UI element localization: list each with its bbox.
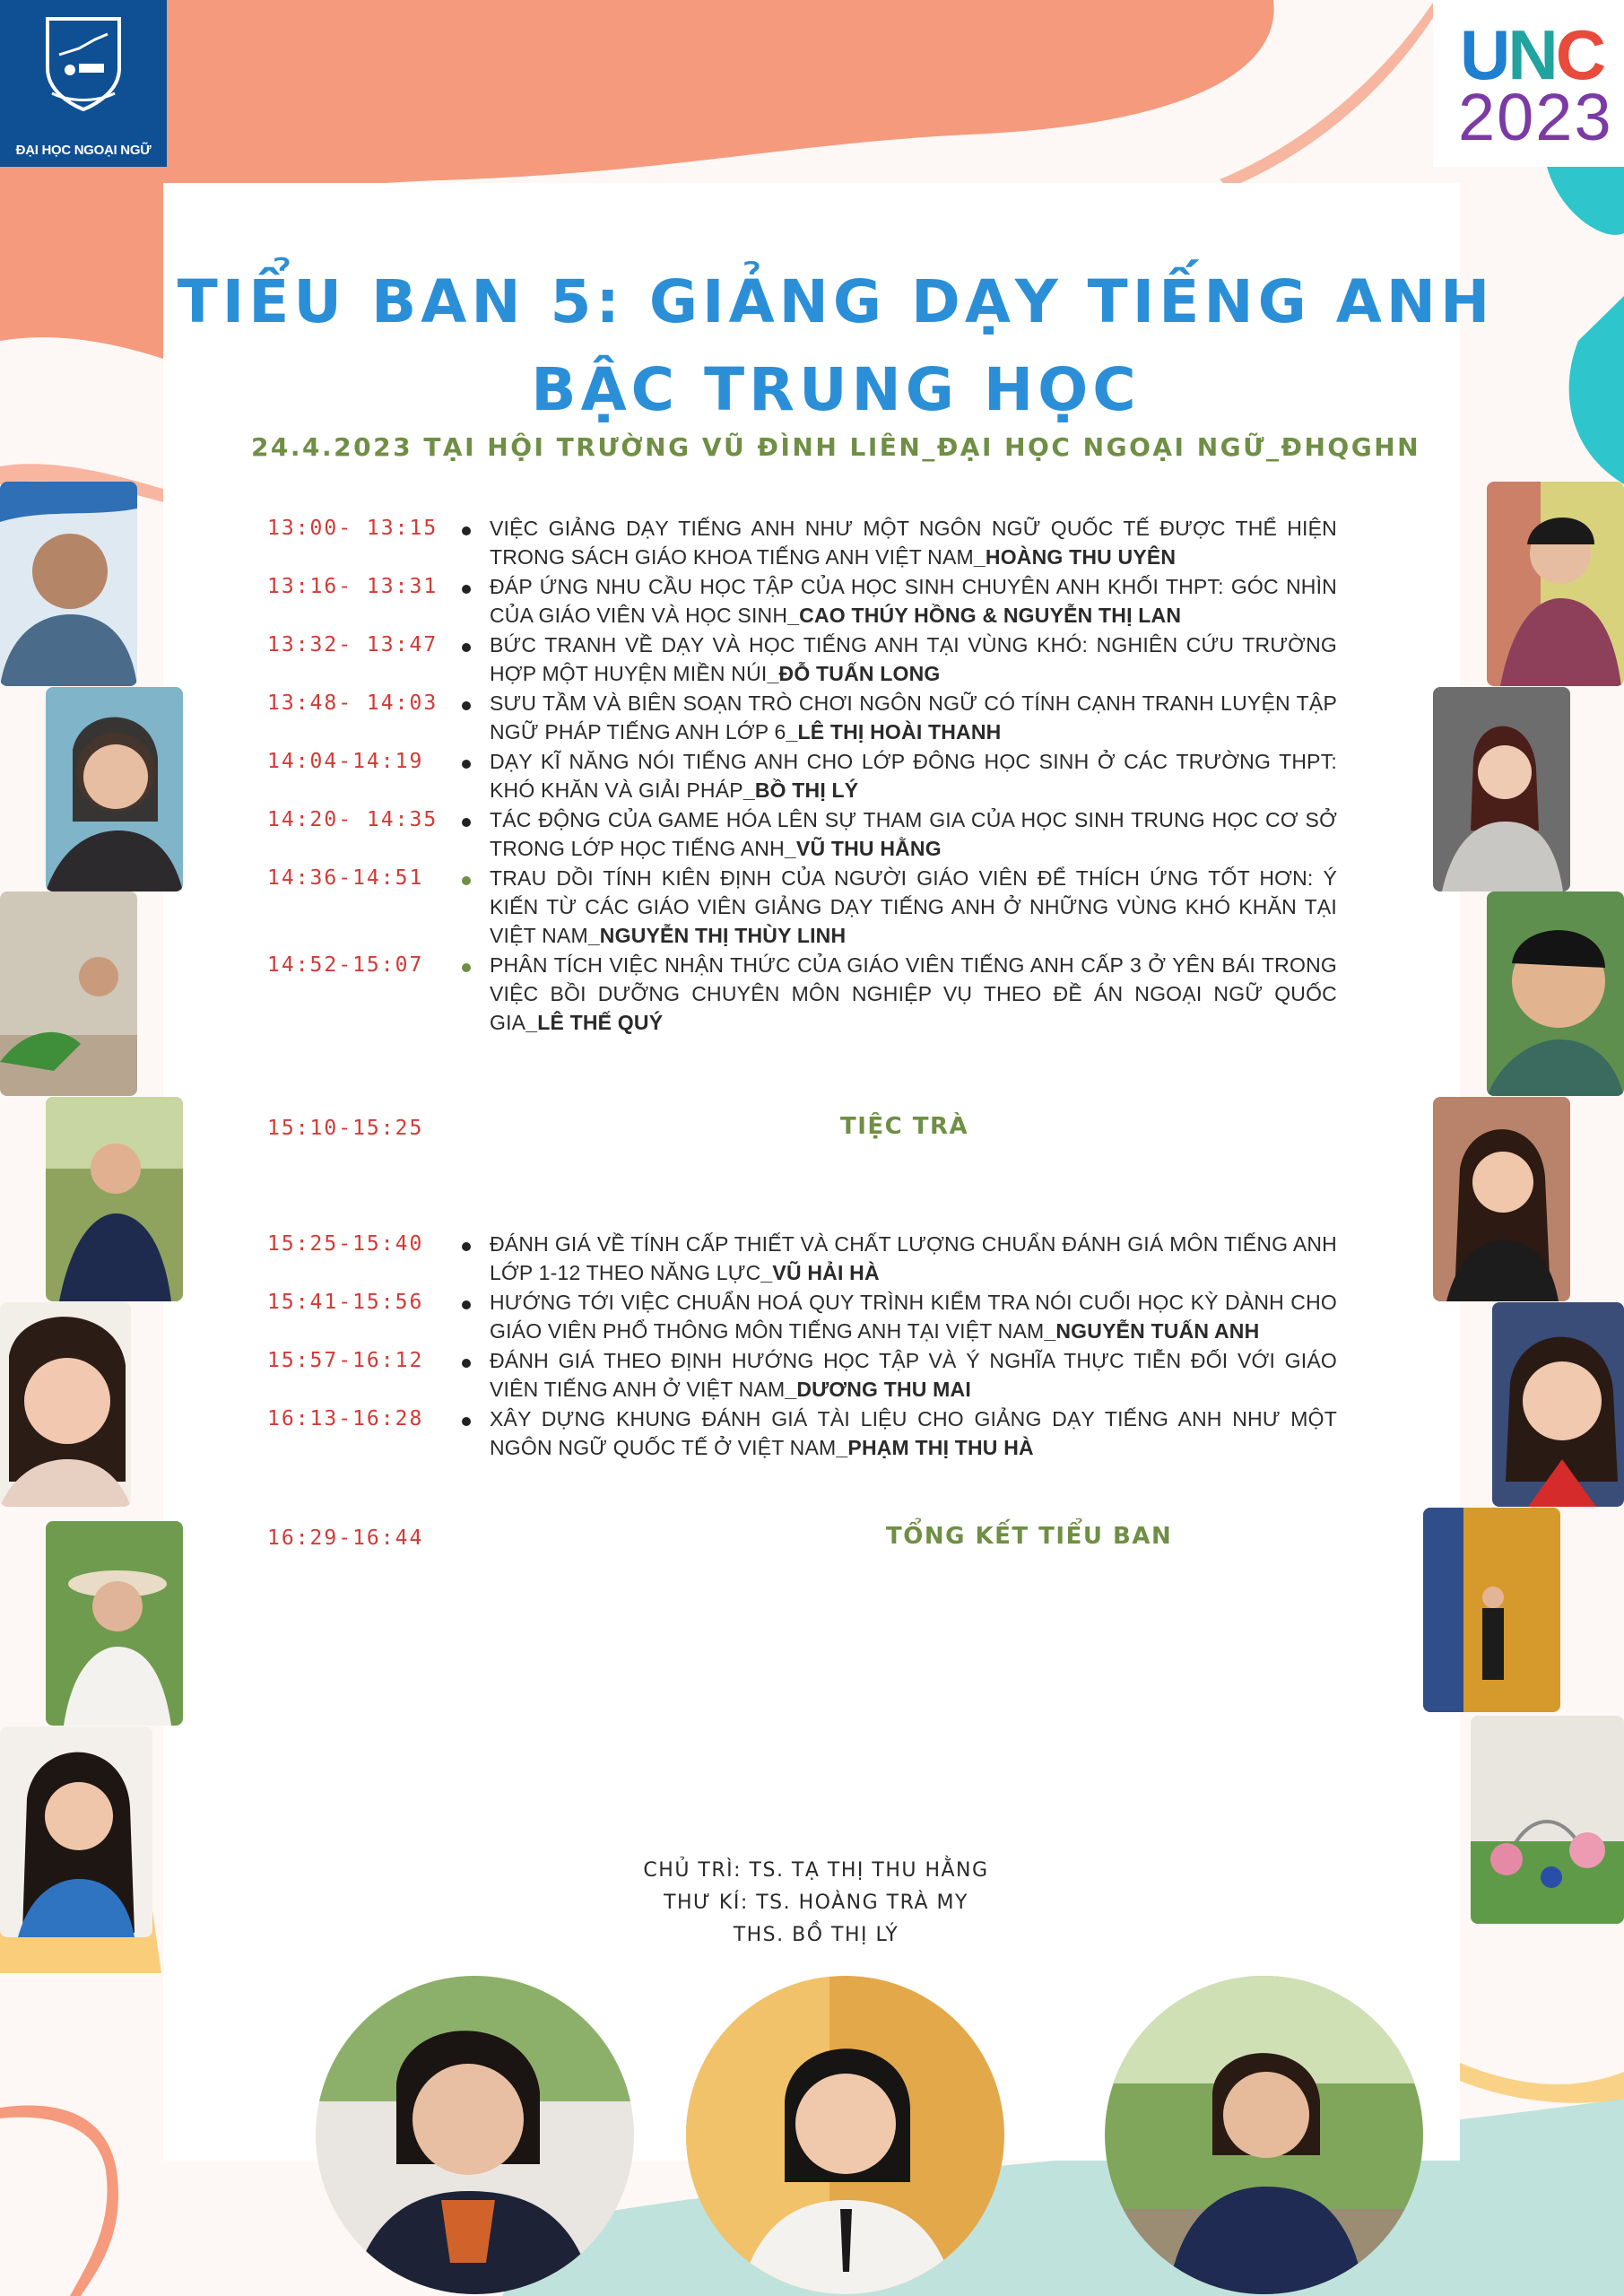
talk-title: VIỆC GIẢNG DẠY TIẾNG ANH NHƯ MỘT NGÔN NGỮ QUỐC TẾ ĐƯỢC THỂ HIỆN TRONG SÁCH GIÁO KHOA TIẾNG ANH VIỆT NAM_HOÀNG THU UYÊN	[490, 517, 1337, 569]
talk-author: _HOÀNG THU UYÊN	[973, 545, 1177, 569]
session-time: 13:00- 13:15	[267, 517, 439, 540]
talk-author: _VŨ HẢI HÀ	[760, 1261, 880, 1284]
bullet-icon	[462, 876, 471, 885]
ulis-logo	[0, 0, 167, 167]
bullet-icon	[462, 1242, 471, 1251]
session-time: 13:48- 14:03	[267, 691, 439, 715]
ulis-brand-text: ĐẠI HỌC NGOẠI NGỮ	[15, 143, 152, 158]
title-line-1: TIỂU BAN 5: GIẢNG DẠY TIẾNG ANH	[177, 267, 1495, 336]
talk-title: XÂY DỰNG KHUNG ĐÁNH GIÁ TÀI LIỆU CHO GIẢNG DẠY TIẾNG ANH NHƯ MỘT NGÔN NGỮ QUỐC TẾ Ở VIỆT NAM_PHẠM THỊ THU HÀ	[490, 1407, 1337, 1459]
shield-icon	[43, 14, 124, 113]
speaker-photo	[1423, 1508, 1560, 1712]
talk-title: BỨC TRANH VỀ DẠY VÀ HỌC TIẾNG ANH TẠI VÙNG KHÓ: NGHIÊN CỨU TRƯỜNG HỢP MỘT HUYỆN MIỀN NÚI_ĐỖ TUẤN LONG	[490, 633, 1337, 685]
chair-line: CHỦ TRÌ: TS. TẠ THỊ THU HẰNG	[643, 1859, 989, 1882]
bullet-icon	[462, 963, 471, 972]
session-time: 16:13-16:28	[267, 1407, 424, 1431]
session-time: 15:41-15:56	[267, 1291, 424, 1314]
talk-author: _LÊ THẾ QUÝ	[525, 1011, 664, 1034]
talk-author: _NGUYỄN TUẤN ANH	[1044, 1319, 1260, 1343]
session-time: 15:57-16:12	[267, 1349, 424, 1372]
unc-letter-n: N	[1507, 15, 1556, 94]
talk-author: _DƯƠNG THU MAI	[785, 1378, 971, 1401]
secretary-line-2: THS. BỒ THỊ LÝ	[733, 1924, 899, 1946]
speaker-photo	[1433, 687, 1570, 891]
speaker-photo	[0, 891, 137, 1096]
talk-title: DẠY KĨ NĂNG NÓI TIẾNG ANH CHO LỚP ĐÔNG HỌC SINH Ở CÁC TRƯỜNG THPT: KHÓ KHĂN VÀ GIẢI PHÁP_BỒ THỊ LÝ	[490, 750, 1337, 802]
speaker-photo	[46, 687, 183, 891]
bullet-icon	[462, 701, 471, 710]
talk-author: _BỒ THỊ LÝ	[743, 778, 859, 802]
talk-author: _NGUYỄN THỊ THÙY LINH	[587, 924, 847, 947]
session-chairs	[538, 1855, 1094, 1952]
bullet-icon	[462, 760, 471, 769]
speaker-photo	[1492, 1302, 1624, 1507]
session-time: 15:25-15:40	[267, 1232, 424, 1256]
closing-label: TỔNG KẾT TIỂU BAN	[886, 1523, 1173, 1550]
speaker-photo	[0, 1302, 131, 1507]
session-time: 16:29-16:44	[267, 1526, 424, 1550]
bullet-icon	[462, 526, 471, 535]
secretary-line: THƯ KÍ: TS. HOÀNG TRÀ MY	[664, 1892, 968, 1914]
unc-logo-year: 2023	[1458, 80, 1613, 154]
speaker-photo	[0, 482, 137, 686]
talk-author: _ĐỖ TUẤN LONG	[767, 662, 941, 685]
unc-letter-c: C	[1555, 15, 1604, 94]
chair-photo	[1105, 1976, 1423, 2294]
speaker-photo	[1487, 482, 1624, 686]
talk-author: _VŨ THU HẰNG	[784, 837, 942, 860]
speaker-photo	[46, 1521, 183, 1726]
talk-author: _CAO THÚY HỒNG & NGUYỄN THỊ LAN	[787, 604, 1182, 627]
talk-title: TRAU DỒI TÍNH KIÊN ĐỊNH CỦA NGƯỜI GIÁO VIÊN ĐỂ THÍCH ỨNG TỐT HƠN: Ý KIẾN TỪ CÁC GIÁO VIÊN GIẢNG DẠY TIẾNG ANH Ở NHỮNG VÙNG KHÓ KHĂN TẠI VIỆT NAM_NGUYỄN THỊ THÙY LINH	[490, 866, 1337, 947]
bullet-icon	[462, 585, 471, 594]
chair-photo	[316, 1976, 634, 2294]
session-time: 13:16- 13:31	[267, 575, 439, 598]
bullet-icon	[462, 818, 471, 827]
talk-title: ĐÁNH GIÁ THEO ĐỊNH HƯỚNG HỌC TẬP VÀ Ý NGHĨA THỰC TIỄN ĐỐI VỚI GIÁO VIÊN TIẾNG ANH Ở VIỆT NAM_DƯƠNG THU MAI	[490, 1349, 1337, 1401]
talk-title: ĐÁNH GIÁ VỀ TÍNH CẤP THIẾT VÀ CHẤT LƯỢNG CHUẨN ĐÁNH GIÁ MÔN TIẾNG ANH LỚP 1-12 THEO NĂNG LỰC_VŨ HẢI HÀ	[490, 1232, 1337, 1284]
speaker-photo	[1487, 891, 1624, 1096]
session-time: 14:52-15:07	[267, 953, 424, 977]
title-line-2: BẬC TRUNG HỌC	[531, 355, 1141, 424]
session-time: 14:36-14:51	[267, 866, 424, 890]
session-time: 15:10-15:25	[267, 1117, 424, 1140]
speaker-photo	[46, 1097, 183, 1301]
bullet-icon	[462, 1300, 471, 1309]
speaker-photo	[1471, 1716, 1624, 1924]
unc-letter-u: U	[1460, 15, 1508, 94]
session-time: 13:32- 13:47	[267, 633, 439, 657]
talk-title: ĐÁP ỨNG NHU CẦU HỌC TẬP CỦA HỌC SINH CHUYÊN ANH KHỐI THPT: GÓC NHÌN CỦA GIÁO VIÊN VÀ HỌC SINH_CAO THÚY HỒNG & NGUYỄN THỊ LAN	[490, 575, 1337, 627]
chair-photo	[686, 1976, 1004, 2294]
talk-title: SƯU TẦM VÀ BIÊN SOẠN TRÒ CHƠI NGÔN NGỮ CÓ TÍNH CẠNH TRANH LUYỆN TẬP NGỮ PHÁP TIẾNG ANH LỚP 6_LÊ THỊ HOÀI THANH	[490, 691, 1337, 744]
talk-author: _LÊ THỊ HOÀI THANH	[786, 720, 1002, 744]
talk-title: TÁC ĐỘNG CỦA GAME HÓA LÊN SỰ THAM GIA CỦA HỌC SINH TRUNG HỌC CƠ SỞ TRONG LỚP HỌC TIẾNG ANH_VŨ THU HẰNG	[490, 808, 1337, 860]
speaker-photo	[0, 1726, 152, 1937]
event-date-venue: 24.4.2023 TẠI HỘI TRƯỜNG VŨ ĐÌNH LIÊN_ĐẠI HỌC NGOẠI NGỮ_ĐHQGHN	[250, 432, 1421, 462]
unc-2023-logo	[1433, 0, 1624, 167]
bullet-icon	[462, 643, 471, 652]
talk-title: HƯỚNG TỚI VIỆC CHUẨN HOÁ QUY TRÌNH KIỂM TRA NÓI CUỐI HỌC KỲ DÀNH CHO GIÁO VIÊN PHỔ THÔNG MÔN TIẾNG ANH TẠI VIỆT NAM_NGUYỄN TUẤN ANH	[490, 1291, 1337, 1343]
page-title	[163, 258, 1508, 434]
talk-title: PHÂN TÍCH VIỆC NHẬN THỨC CỦA GIÁO VIÊN TIẾNG ANH CẤP 3 Ở YÊN BÁI TRONG VIỆC BỒI DƯỠNG CHUYÊN MÔN NGHIỆP VỤ THEO ĐỀ ÁN NGOẠI NGỮ QUỐC GIA_LÊ THẾ QUÝ	[490, 953, 1337, 1034]
talk-author: _PHẠM THỊ THU HÀ	[836, 1436, 1034, 1459]
bullet-icon	[462, 1359, 471, 1368]
session-time: 14:20- 14:35	[267, 808, 439, 831]
session-time: 14:04-14:19	[267, 750, 424, 773]
speaker-photo	[1433, 1097, 1570, 1301]
bullet-icon	[462, 1417, 471, 1426]
tea-break-label: TIỆC TRÀ	[840, 1113, 969, 1140]
